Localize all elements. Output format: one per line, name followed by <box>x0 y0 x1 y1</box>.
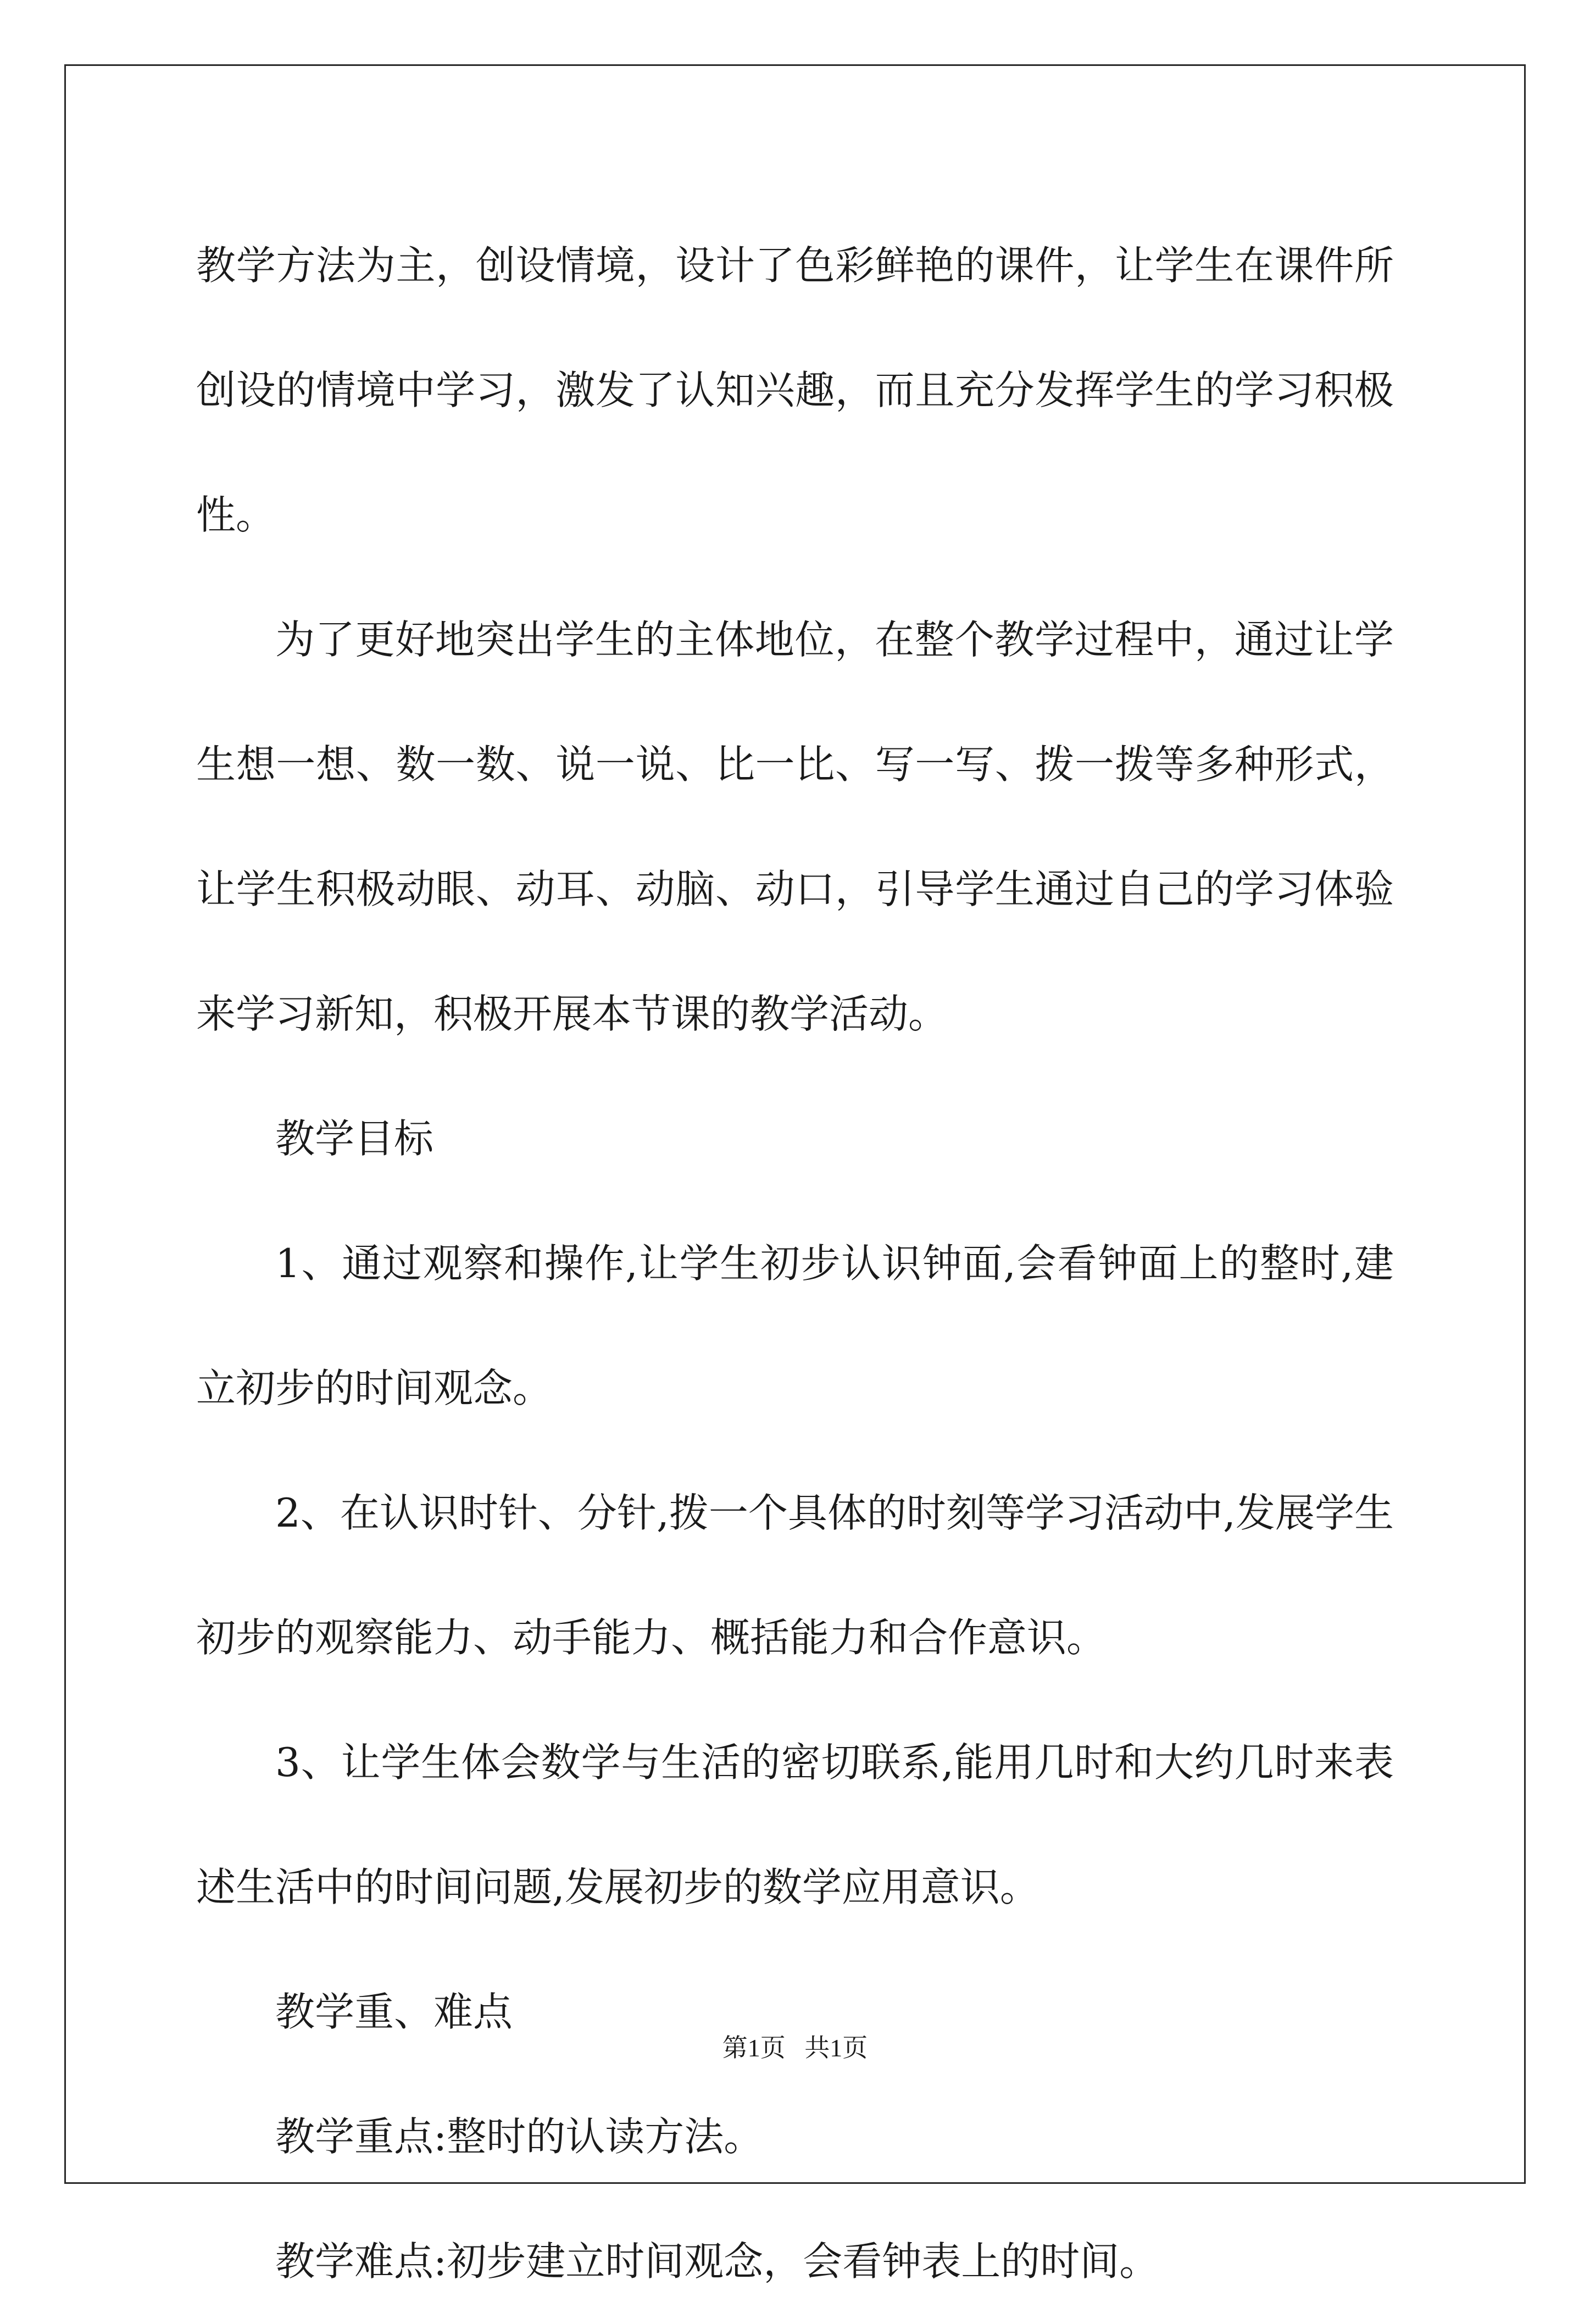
goal-item-1: 1、通过观察和操作,让学生初步认识钟面,会看钟面上的整时,建立初步的时间观念。 <box>196 1240 1394 1411</box>
paragraph-student-focus: 为了更好地突出学生的主体地位，在整个教学过程中，通过让学生想一想、数一数、说一说、比一比、写一写、拨一拨等多种形式，让学生积极动眼、动耳、动脑、动口，引导学生通过自己的学习体验来学习新知，积极开展本节课的教学活动。 <box>196 617 1394 1037</box>
goal-item-2: 2、在认识时针、分针,拨一个具体的时刻等学习活动中,发展学生初步的观察能力、动手能力、概括能力和合作意识。 <box>196 1490 1394 1661</box>
page-total: 共1页 <box>804 2034 868 2062</box>
key-point: 教学重点:整时的认读方法。 <box>275 2114 764 2160</box>
heading-key-difficult-points: 教学重、难点 <box>275 1989 513 2035</box>
page-footer <box>0 2028 1590 2064</box>
paragraph-continuation: 教学方法为主，创设情境，设计了色彩鲜艳的课件，让学生在课件所创设的情境中学习，激发了认知兴趣，而且充分发挥学生的学习积极性。 <box>196 242 1394 538</box>
page-number: 第1页 <box>722 2034 786 2062</box>
heading-teaching-goals: 教学目标 <box>275 1116 434 1162</box>
difficult-point: 教学难点:初步建立时间观念，会看钟表上的时间。 <box>275 2238 1159 2284</box>
goal-item-3: 3、让学生体会数学与生活的密切联系,能用几时和大约几时来表述生活中的时间问题,发展初步的数学应用意识。 <box>196 1739 1394 1910</box>
document-body <box>196 203 1394 2324</box>
